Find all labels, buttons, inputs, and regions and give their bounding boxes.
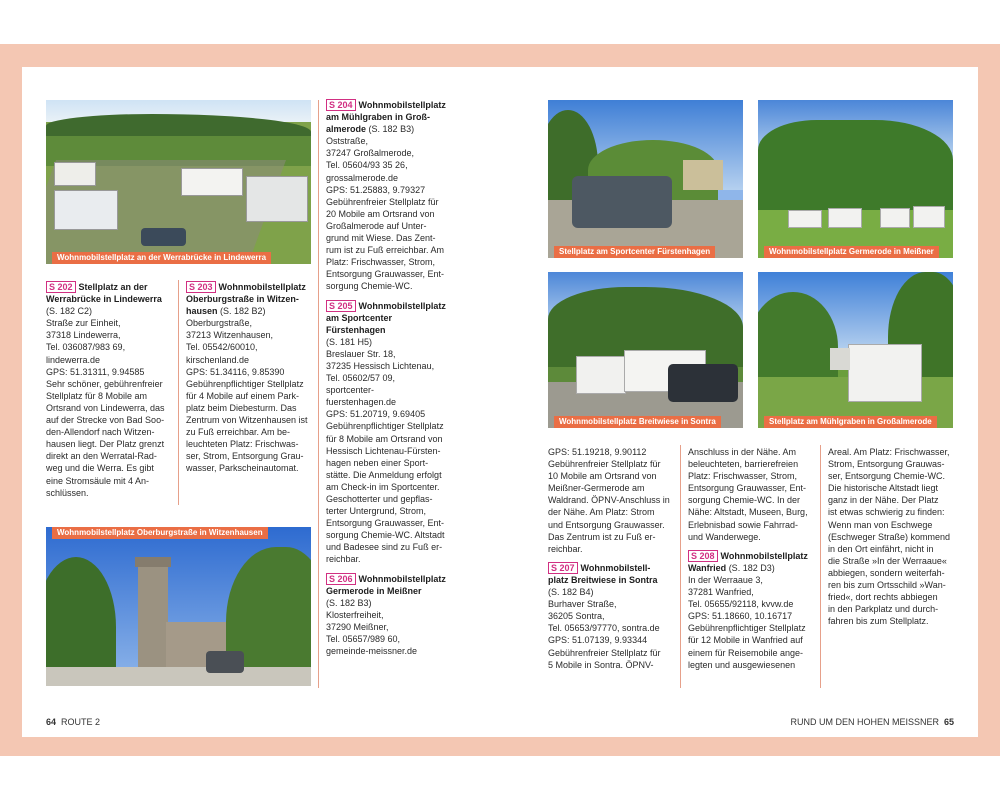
text-line: sorgung Chemie-WC. Altstadt <box>326 530 445 541</box>
text-line: (S. 182 B4) <box>548 587 594 598</box>
caption-sontra: Wohnmobilstellplatz Breitwiese in Sontra <box>554 416 721 428</box>
entry-ref: (S. 182 D3) <box>728 562 775 573</box>
text-line: Tel. 05655/92118, kvvw.de <box>688 599 794 610</box>
text-line: Oberburgstraße, <box>186 318 253 329</box>
entry-title: Stellplatz an der <box>78 282 148 292</box>
text-line: ren bis zum Ortsschild »Wan- <box>828 580 946 591</box>
text-line: ser, Entsorgung Chemie-WC. <box>828 471 946 482</box>
text-line: GPS: 51.31311, 9.94585 <box>46 366 145 377</box>
caption-fuerstenhagen: Stellplatz am Sportcenter Fürstenhagen <box>554 246 715 258</box>
photo-grossalmerode <box>758 272 953 428</box>
text-line: 37247 Großalmerode, <box>326 148 415 159</box>
text-line: Anschluss in der Nähe. Am <box>688 447 797 457</box>
text-line: für 8 Mobile am Ortsrand von <box>326 433 443 444</box>
text-line: Nähe: Altstadt, Museen, Burg, <box>688 507 808 518</box>
entry-tag: S 202 <box>46 281 76 293</box>
text-line: wasser, Parkscheinautomat. <box>186 463 299 474</box>
text-line: für 12 Mobile in Wanfried auf <box>688 635 803 646</box>
text-line: und Badesee sind zu Fuß er- <box>326 542 443 553</box>
text-line: Zentrum von Witzenhausen ist <box>186 415 308 426</box>
entry-s206 <box>326 573 454 658</box>
text-line: grund mit Wiese. Das Zent- <box>326 233 436 244</box>
text-line: 37213 Witzenhausen, <box>186 330 274 341</box>
text-line: zu Fuß erreichbar. Am be- <box>186 427 291 438</box>
text-line: (Eschweger Straße) kommend <box>828 531 951 542</box>
text-line: terter Untergrund, Strom, <box>326 506 427 517</box>
text-line: sportcenter- <box>326 385 375 396</box>
text-line: Platz: Frischwasser, Strom, <box>688 471 798 482</box>
text-line: beleuchteten, barrierefreien <box>688 459 799 470</box>
entry-title: Wohnmobilstellplatz <box>358 300 446 311</box>
photo-sontra <box>548 272 743 428</box>
entry-title: Germerode in Meißner <box>326 585 422 596</box>
entry-ref: (S. 182 B3) <box>368 124 415 135</box>
text-line: Straße zur Einheit, <box>46 318 121 329</box>
entry-s206-continued <box>548 446 678 555</box>
text-line: Gebührenfreier Stellplatz für <box>548 647 661 658</box>
text-line: 20 Mobile am Ortsrand von <box>326 208 435 219</box>
entry-tag: S 207 <box>548 562 578 574</box>
text-line: weg und die Werra. Es gibt <box>46 463 154 474</box>
entry-s202 <box>46 281 174 499</box>
text-line: Gebührenfreier Stellplatz für <box>326 196 439 207</box>
text-line: (S. 182 B3) <box>326 597 372 608</box>
entry-title: am Sportcenter Fürstenhagen <box>326 312 393 335</box>
text-line: Erlebnisbad sowie Fahrrad- <box>688 519 799 530</box>
column-rule <box>318 100 319 688</box>
text-line: fuerstenhagen.de <box>326 397 397 408</box>
entry-tag: S 208 <box>688 550 718 562</box>
entry-s208 <box>688 550 818 671</box>
entry-s203 <box>186 281 314 475</box>
text-line: Sehr schöner, gebührenfreier <box>46 378 163 389</box>
text-line: GPS: 51.18660, 10.16717 <box>688 611 793 622</box>
footer-left <box>46 717 100 727</box>
entry-tag: S 205 <box>326 300 356 312</box>
text-line: gemeinde-meissner.de <box>326 646 418 657</box>
text-line: GPS: 51.19218, 9.90112 <box>548 447 647 457</box>
entry-ref: (S. 182 B2) <box>220 306 266 317</box>
entry-title: Wanfried <box>688 562 727 573</box>
text-line: den-Allendorf nach Witzen- <box>46 427 155 438</box>
text-line: 10 Mobile am Ortsrand von <box>548 471 657 482</box>
text-line: Oststraße, <box>326 136 369 147</box>
text-line: für 4 Mobile auf einem Park- <box>186 390 300 401</box>
text-line: lindewerra.de <box>46 354 101 365</box>
text-line: Entsorgung Grauwasser, Ent- <box>688 483 807 494</box>
text-line: Meißner-Germerode am <box>548 483 645 494</box>
text-line: (S. 182 C2) <box>46 306 93 317</box>
text-line: Entsorgung Grauwasser, Ent- <box>326 269 445 280</box>
text-line: Klosterfreiheit, <box>326 609 384 620</box>
caption-germerode: Wohnmobilstellplatz Germerode in Meißner <box>764 246 939 258</box>
entry-title: am Mühlgraben in Groß- <box>326 112 431 123</box>
entry-title: almerode <box>326 124 367 135</box>
column-5 <box>688 446 818 678</box>
text-line: stätte. Die Anmeldung erfolgt <box>326 469 442 480</box>
text-line: 36205 Sontra, <box>548 611 605 622</box>
text-line: der Nähe. Am Platz: Strom <box>548 507 655 518</box>
entry-s207 <box>548 562 678 671</box>
text-line: Gebührenfreier Stellplatz für <box>548 459 661 470</box>
text-line: die Straße »In der Werraaue« <box>828 555 947 566</box>
text-line: und Entsorgung Grauwasser. <box>548 519 665 530</box>
text-line: kirschenland.de <box>186 354 250 365</box>
text-line: 37281 Wanfried, <box>688 587 754 598</box>
text-line: direkt an den Werratal-Rad- <box>46 451 157 462</box>
text-line: Areal. Am Platz: Frischwasser, <box>828 447 950 457</box>
text-line: Breslauer Str. 18, <box>326 348 396 359</box>
text-line: schlüssen. <box>46 487 89 498</box>
text-line: Gebührenpflichtiger Stellplatz <box>326 421 444 432</box>
text-line: GPS: 51.07139, 9.93344 <box>548 635 648 646</box>
text-line: ist etwas schwierig zu finden: <box>828 507 945 518</box>
column-6 <box>828 446 956 627</box>
text-line: in den Ort einfährt, nicht in <box>828 543 934 554</box>
entry-title: Oberburgstraße in Witzen- <box>186 294 299 305</box>
chapter-title: RUND UM DEN HOHEN MEISSNER <box>790 717 939 727</box>
text-line: abbiegen, sondern weiterfah- <box>828 567 945 578</box>
text-line: 37290 Meißner, <box>326 621 389 632</box>
entry-title: Werrabrücke in Lindewerra <box>46 294 162 305</box>
photo-lindewerra <box>46 100 311 264</box>
page-number-left: 64 <box>46 717 57 727</box>
text-line: ser, Strom, Entsorgung Grau- <box>186 451 304 462</box>
entry-title: hausen <box>186 306 218 317</box>
text-line: Burhaver Straße, <box>548 599 617 610</box>
entry-title: Wohnmobilstellplatz <box>358 573 446 584</box>
text-line: Gebührenpflichtiger Stellplatz <box>186 378 304 389</box>
column-rule <box>820 445 821 688</box>
text-line: Entsorgung Grauwasser, Ent- <box>326 518 445 529</box>
text-line: hausen liegt. Der Platz grenzt <box>46 439 165 450</box>
text-line: sorgung Chemie-WC. <box>326 281 413 292</box>
text-line: Gebührenpflichtiger Stellplatz <box>688 623 806 634</box>
text-line: Tel. 05604/93 35 26, <box>326 160 408 171</box>
text-line: auf der Strecke von Bad Soo- <box>46 415 165 426</box>
text-line: Hessisch Lichtenau-Fürsten- <box>326 445 441 456</box>
footer-right <box>790 717 954 727</box>
photo-witzenhausen-tower <box>46 527 311 686</box>
photo-germerode <box>758 100 953 258</box>
text-line: fahren bis zum Stellplatz. <box>828 616 929 627</box>
text-line: am Check-in im Sportcenter. <box>326 481 440 492</box>
column-rule <box>680 445 681 688</box>
text-line: rum ist zu Fuß erreichbar. Am <box>326 245 445 256</box>
text-line: Tel. 05653/97770, sontra.de <box>548 623 660 634</box>
text-line: fried«, dort rechts abbiegen <box>828 592 938 603</box>
text-line: platz beim Diebesturm. Das <box>186 402 297 413</box>
text-line: Das Zentrum ist zu Fuß er- <box>548 531 656 542</box>
text-line: in den Parkplatz und durch- <box>828 604 939 615</box>
text-line: reichbar. <box>326 554 361 565</box>
entry-s207-continued <box>688 446 818 543</box>
entry-title: Wohnmobilstellplatz <box>218 282 306 292</box>
photo-fuerstenhagen-van <box>548 100 743 258</box>
entry-tag: S 206 <box>326 573 356 585</box>
column-3 <box>326 99 454 664</box>
caption-grossalmerode: Stellplatz am Mühlgraben in Großalmerode <box>764 416 937 428</box>
text-line: eine Stromsäule mit 4 An- <box>46 475 150 486</box>
text-line: Platz: Frischwasser, Strom, <box>326 257 436 268</box>
caption-lindewerra: Wohnmobilstellplatz an der Werrabrücke in Lindewerra <box>52 252 271 264</box>
text-line: Tel. 05602/57 09, <box>326 373 396 384</box>
text-line: sorgung Chemie-WC. In der <box>688 495 801 506</box>
text-line: Tel. 05657/989 60, <box>326 634 401 645</box>
text-line: 37318 Lindewerra, <box>46 330 121 341</box>
text-line: einem für Reisemobile ange- <box>688 647 804 658</box>
text-line: Großalmerode auf Unter- <box>326 220 427 231</box>
text-line: Die historische Altstadt liegt <box>828 483 939 494</box>
caption-witzenhausen: Wohnmobilstellplatz Oberburgstraße in Witzenhausen <box>52 527 268 539</box>
text-line: reichbar. <box>548 543 583 554</box>
entry-s204 <box>326 99 454 293</box>
column-4 <box>548 446 678 678</box>
text-line: Waldrand. ÖPNV-Anschluss in <box>548 495 670 506</box>
text-line: (S. 181 H5) <box>326 336 373 347</box>
text-line: Strom, Entsorgung Grauwas- <box>828 459 945 470</box>
entry-tag: S 204 <box>326 99 356 111</box>
text-line: leuchteten Platz: Frischwas- <box>186 439 299 450</box>
text-line: 5 Mobile in Sontra. ÖPNV- <box>548 659 654 670</box>
text-line: Wenn man von Eschwege <box>828 519 933 530</box>
text-line: GPS: 51.20719, 9.69405 <box>326 409 426 420</box>
entry-title: Wohnmobilstellplatz <box>358 100 446 110</box>
route-label: ROUTE 2 <box>61 717 101 727</box>
entry-s205 <box>326 300 454 566</box>
text-line: legten und ausgewiesenen <box>688 659 796 670</box>
entry-title: Wohnmobilstell- <box>580 562 651 573</box>
entry-title: platz Breitwiese in Sontra <box>548 574 658 585</box>
text-line: Tel. 05542/60010, <box>186 342 258 353</box>
text-line: Stellplatz für 8 Mobile am <box>46 390 148 401</box>
page-number-right: 65 <box>943 717 954 727</box>
text-line: 37235 Hessisch Lichtenau, <box>326 360 435 371</box>
text-line: hagen neben einer Sport- <box>326 457 429 468</box>
text-line: grossalmerode.de <box>326 172 399 183</box>
column-rule <box>178 280 179 505</box>
text-line: Geschotterter und gepflas- <box>326 494 433 504</box>
entry-tag: S 203 <box>186 281 216 293</box>
text-line: GPS: 51.34116, 9.85390 <box>186 366 285 377</box>
text-line: ganz in der Nähe. Der Platz <box>828 495 939 506</box>
text-line: In der Werraaue 3, <box>688 574 763 585</box>
text-line: Tel. 036087/983 69, <box>46 342 126 353</box>
text-line: Ortsrand von Lindewerra, das <box>46 402 165 413</box>
text-line: und Wanderwege. <box>688 531 761 542</box>
text-line: GPS: 51.25883, 9.79327 <box>326 184 426 195</box>
entry-title: Wohnmobilstellplatz <box>720 550 808 561</box>
